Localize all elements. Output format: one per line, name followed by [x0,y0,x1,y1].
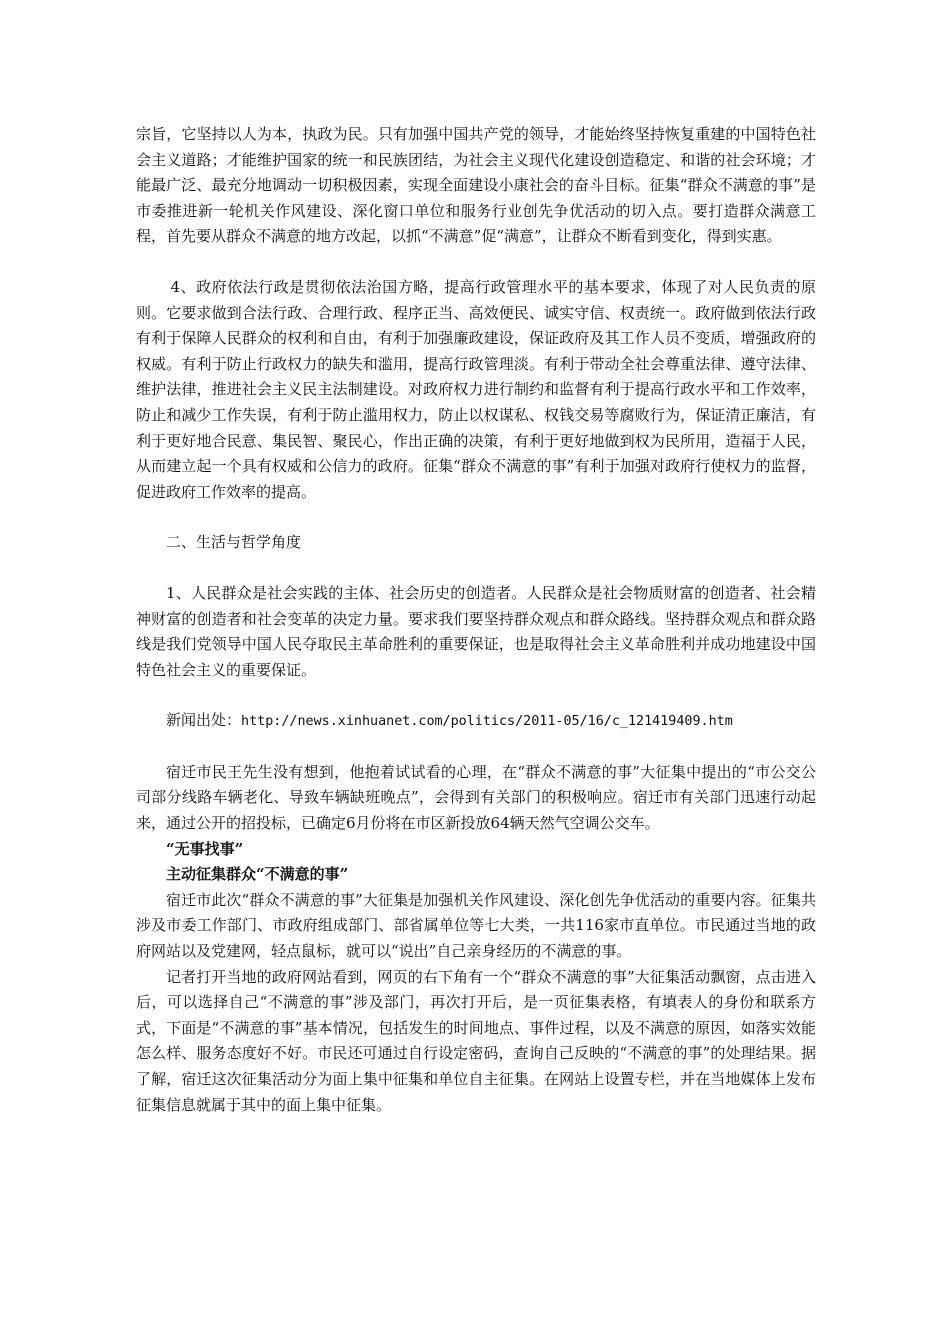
paragraph-collection-scope: 宿迁市此次“群众不满意的事”大征集是加强机关作风建设、深化创先争优活动的重要内容。征集共涉及市委工作部门、市政府组成部门、部省属单位等七大类，一共116家市直单位。市民通过当地的政府网站以及党建网，轻点鼠标，就可以“说出”自己亲身经历的不满意的事。 [136,890,816,961]
news-source-url: http://news.xinhuanet.com/politics/2011-05/16/c_121419409.htm [241,714,733,730]
paragraph-lawful-administration: 4、政府依法行政是贯彻依法治国方略，提高行政管理水平的基本要求，体现了对人民负责的原则。它要求做到合法行政、合理行政、程序正当、高效便民、诚实守信、权责统一。政府做到依法行政有利于保障人民群众的权利和自由，有利于加强廉政建设，保证政府及其工作人员不变质，增强政府的权威。有利于防止行政权力的缺失和滥用，提高行政管理淡。有利于带动全社会尊重法律、遵守法律、维护法律，推进社会主义民主法制建设。对政府权力进行制约和监督有利于提高行政水平和工作效率，防止和减少工作失误，有利于防止滥用权力，防止以权谋私、权钱交易等腐败行为，保证清正廉洁，有利于更好地合民意、集民智、聚民心，作出正确的决策，有利于更好地做到权为民所用，造福于人民，从而建立起一个具有权威和公信力的政府。征集“群众不满意的事”有利于加强对政府行使权力的监督，促进政府工作效率的提高。 [136,277,816,501]
section-heading-life-philosophy: 二、生活与哲学角度 [166,533,302,552]
paragraph-bus-complaint: 宿迁市民王先生没有想到，他抱着试试看的心理，在“群众不满意的事”大征集中提出的“市公交公司部分线路车辆老化、导致车辆缺班晚点”，会得到有关部门的积极响应。宿迁市有关部门迅速行动起来，通过公开的招投标，已确定6月份将在市区新投放64辆天然气空调公交车。 [136,762,816,833]
paragraph-website-form: 记者打开当地的政府网站看到，网页的右下角有一个“群众不满意的事”大征集活动飘窗，点击进入后，可以选择自己“不满意的事”涉及部门，再次打开后，是一页征集表格，有填表人的身份和联系方式，下面是“不满意的事”基本情况，包括发生的时间地点、事件过程，以及不满意的原因，如落实效能怎么样、服务态度好不好。市民还可通过自行设定密码，查询自己反映的“不满意的事”的处理结果。据了解，宿迁这次征集活动分为面上集中征集和单位自主征集。在网站上设置专栏，并在当地媒体上发布征集信息就属于其中的面上集中征集。 [136,967,816,1114]
news-source-line [136,708,816,735]
news-source-label: 新闻出处： [166,711,242,730]
document-page [136,122,816,1118]
subheading-collect-complaints: 主动征集群众“不满意的事” [166,865,349,884]
paragraph-party-leadership: 宗旨，它坚持以人为本，执政为民。只有加强中国共产党的领导，才能始终坚持恢复重建的中国特色社会主义道路；才能维护国家的统一和民族团结，为社会主义现代化建设创造稳定、和谐的社会环境；才能最广泛、最充分地调动一切积极因素，实现全面建设小康社会的奋斗目标。征集“群众不满意的事”是市委推进新一轮机关作风建设、深化窗口单位和服务行业创先争优活动的切入点。要打造群众满意工程，首先要从群众不满意的地方改起，以抓“不满意”促“满意”，让群众不断看到变化，得到实惠。 [136,125,816,246]
paragraph-masses-creators: 1、人民群众是社会实践的主体、社会历史的创造者。人民群众是社会物质财富的创造者、社会精神财富的创造者和社会变革的决定力量。要求我们要坚持群众观点和群众路线。坚持群众观点和群众路线是我们党领导中国人民夺取民主革命胜利的重要保证，也是取得社会主义革命胜利并成功地建设中国特色社会主义的重要保证。 [136,583,816,679]
subheading-looking-for-trouble: “无事找事” [166,839,244,858]
